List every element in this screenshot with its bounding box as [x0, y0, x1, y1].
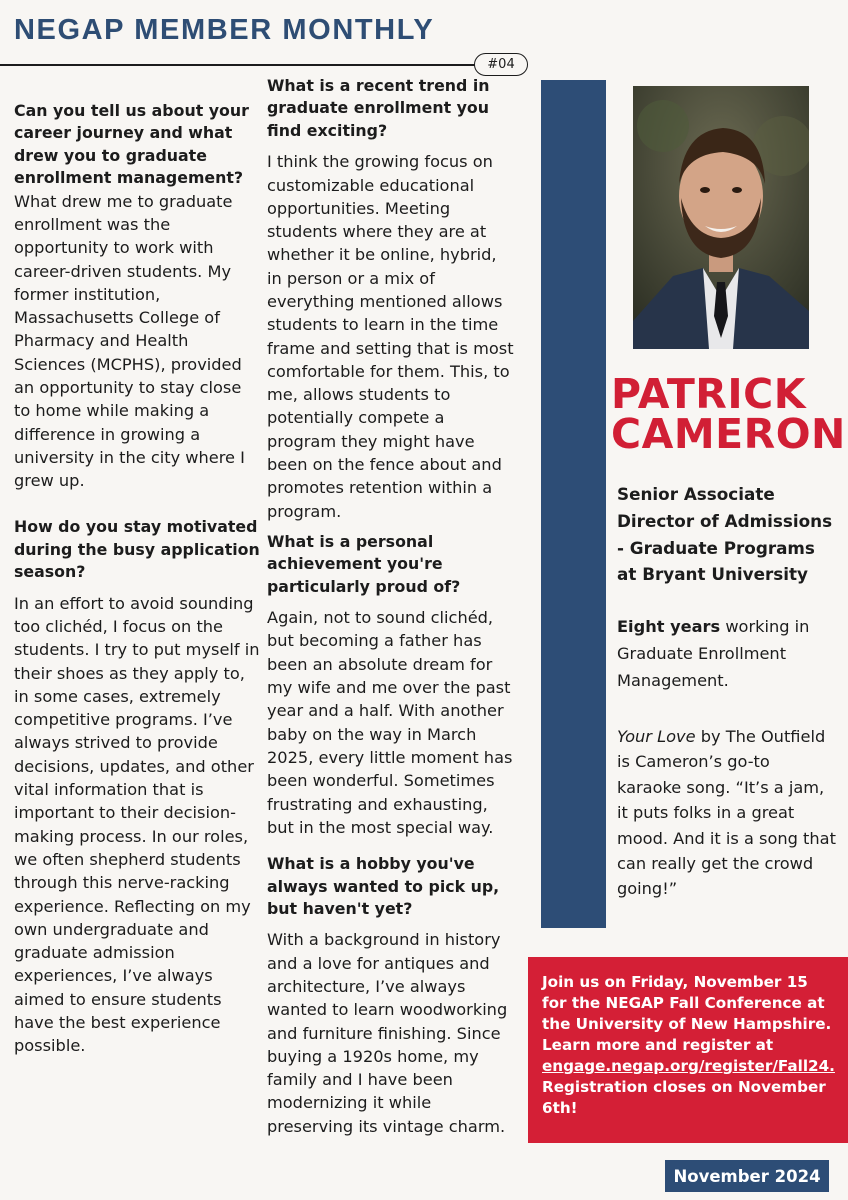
- interview-column-middle: [267, 75, 515, 1138]
- profile-karaoke-song: [617, 724, 839, 902]
- newsletter-title: NEGAP MEMBER MONTHLY: [14, 14, 435, 46]
- answer-career-journey: What drew me to graduate enrollment was the opportunity to work with career-driven students. My former institution, Massachusetts College of Pharmacy and Health Sciences (MCPHS), provided an opportunity to stay close to home while making a difference in growing a university in the city where I grew up.: [14, 191, 245, 491]
- profile-role: Senior Associate Director of Admissions - Graduate Programs at Bryant University: [617, 484, 833, 585]
- promo-text: Join us on Friday, November 15 for the NEGAP Fall Conference at the University of New Hampshire. Learn more and register at: [542, 973, 832, 1054]
- song-detail: by The Outfield is Cameron’s go-to karaoke song. “It’s a jam, it puts folks in a great mood. And it is a song that can really get the crowd going!”: [617, 727, 836, 899]
- answer-hobby: With a background in history and a love for antiques and architecture, I’ve always wanted to learn woodworking and furniture finishing. Since buying a 1920s home, my family and I have been modernizing it while preserving its vintage charm.: [267, 930, 508, 1136]
- answer-motivation: In an effort to avoid sounding too clichéd, I focus on the students. I try to put myself in their shoes as they apply to, in some cases, extremely competitive programs. I’ve always strived to provide decisions, updates, and other vital information that is important to their decision-making process. In our roles, we often shepherd students through this nerve-racking experience. Reflecting on my own undergraduate and graduate admission experiences, I’ve always aimed to ensure students have the best experience possible.: [14, 593, 260, 1056]
- profile-name: [611, 370, 846, 458]
- conference-promo-box: [528, 957, 848, 1143]
- answer-personal-achievement: Again, not to sound clichéd, but becoming a father has been an absolute dream for my wife and me over the past year and a half. With another baby on the way in March 2025, every little moment has been wonderful. Sometimes frustrating and exhausting, but in the most special way.: [267, 608, 513, 837]
- profile-first-name: PATRICK: [611, 370, 806, 418]
- promo-deadline: Registration closes on November 6th!: [542, 1078, 826, 1117]
- question-enrollment-trend: What is a recent trend in graduate enrollment you find exciting?: [267, 76, 490, 140]
- issue-date-badge: November 2024: [665, 1160, 829, 1192]
- title-divider: [0, 64, 478, 66]
- navy-accent-bar: [541, 80, 606, 928]
- profile-last-name: CAMERON: [611, 410, 846, 458]
- song-title: Your Love: [617, 727, 696, 746]
- issue-badge: #04: [474, 53, 528, 76]
- interview-column-left: [14, 100, 260, 1058]
- experience-years: Eight years: [617, 617, 721, 636]
- profile-experience: [617, 614, 839, 694]
- question-motivation: How do you stay motivated during the busy application season?: [14, 517, 260, 582]
- portrait-illustration: [633, 86, 809, 349]
- answer-enrollment-trend: I think the growing focus on customizable educational opportunities. Meeting students where they are at whether it be online, hybrid, in person or a mix of everything mentioned allows students to learn in the time frame and setting that is most comfortable for them. This, to me, allows students to potentially compete a program they might have been on the fence about and promotes retention within a program.: [267, 152, 514, 521]
- question-personal-achievement: What is a personal achievement you're particularly proud of?: [267, 531, 461, 596]
- registration-link[interactable]: engage.negap.org/register/Fall24.: [542, 1057, 835, 1075]
- question-career-journey: Can you tell us about your career journey and what drew you to graduate enrollment management?: [14, 101, 249, 188]
- profile-photo: [633, 86, 809, 349]
- experience-detail: working in Graduate Enrollment Management.: [617, 617, 810, 690]
- question-hobby: What is a hobby you've always wanted to pick up, but haven't yet?: [267, 854, 500, 918]
